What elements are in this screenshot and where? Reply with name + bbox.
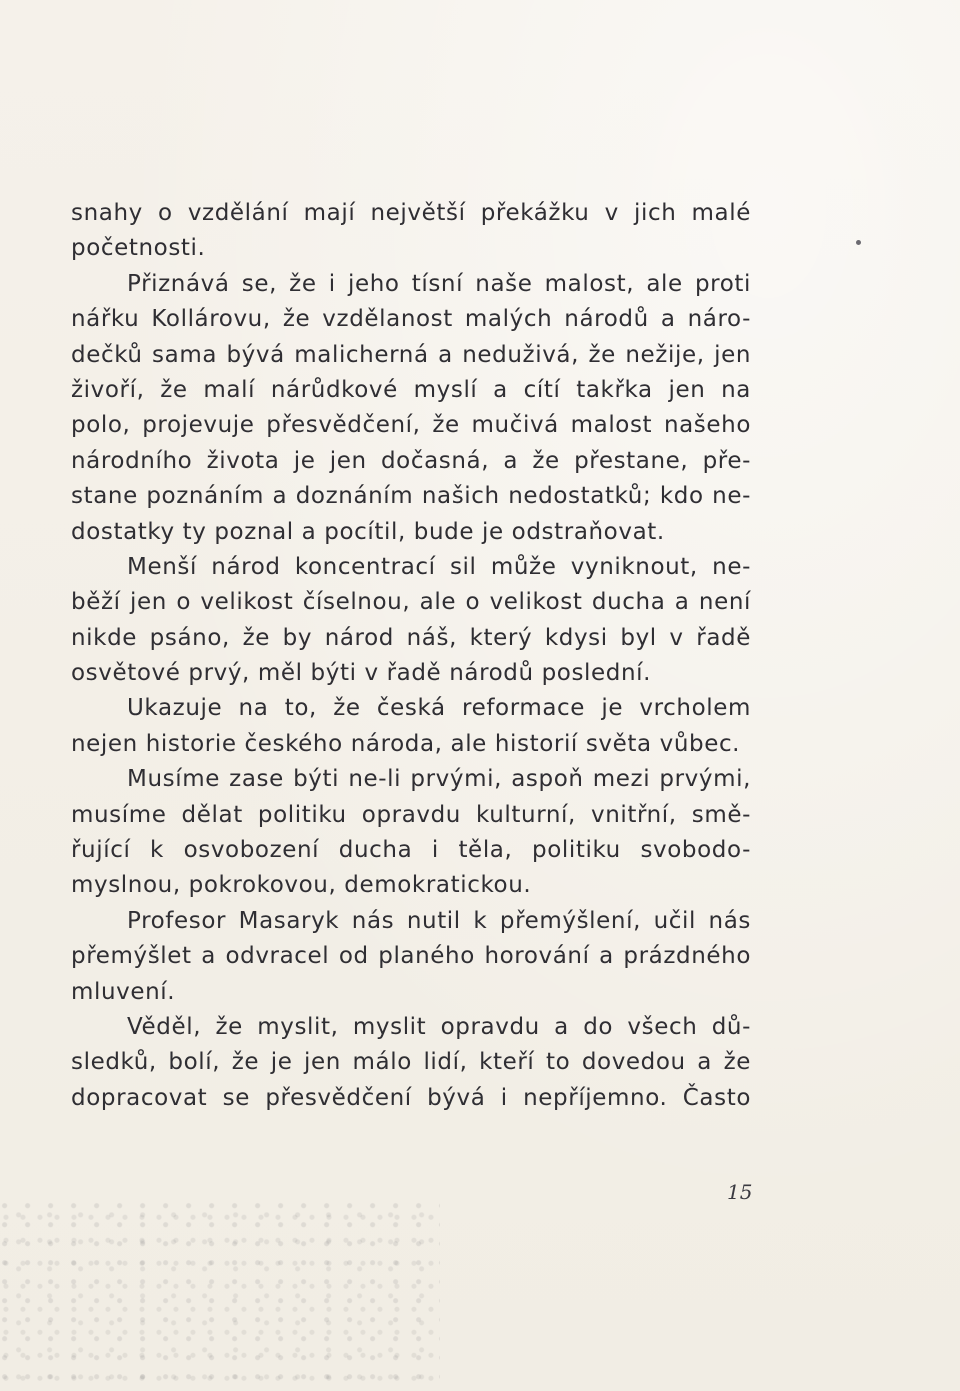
text-line: živoří, že malí nárůdkové myslí a cítí takřka jen na	[71, 376, 751, 403]
text-line: mluvení.	[71, 978, 176, 1005]
text-line: snahy o vzdělání mají největší překážku v jich malé	[71, 200, 751, 226]
text-line: Věděl, že myslit, myslit opravdu a do všech dů-	[127, 1013, 751, 1040]
text-line: nejen historie českého národa, ale historií světa vůbec.	[71, 730, 741, 757]
text-line: Přiznává se, že i jeho tísní naše malost, ale proti	[127, 270, 751, 297]
text-line: Musíme zase býti ne-li prvými, aspoň mezi prvými,	[127, 766, 751, 793]
text-line: osvětové prvý, měl býti v řadě národů poslední.	[71, 660, 652, 687]
text-line: Ukazuje na to, že česká reformace je vrcholem	[127, 695, 751, 722]
text-line: sledků, bolí, že je jen málo lidí, kteří to dovedou a že	[71, 1049, 751, 1076]
text-line: běží jen o velikost číselnou, ale o velikost ducha a není	[71, 589, 751, 616]
text-line: polo, projevuje přesvědčení, že mučivá malost našeho	[71, 412, 751, 439]
text-line: řující k osvobození ducha i těla, politiku svobodo-	[71, 837, 751, 864]
text-line: nikde psáno, že by národ náš, který kdysi byl v řadě	[71, 624, 751, 651]
text-line: přemýšlet a odvracel od planého horování a prázdného	[71, 943, 751, 970]
paper-noise	[0, 1200, 440, 1391]
text-line: dečků sama bývá malicherná a neduživá, že nežije, jen	[71, 341, 751, 368]
text-line: dostatky ty poznal a pocítil, bude je odstraňovat.	[71, 518, 665, 545]
text-line: musíme dělat politiku opravdu kulturní, vnitřní, smě-	[71, 801, 751, 828]
text-line: Profesor Masaryk nás nutil k přemýšlení, učil nás	[127, 907, 751, 934]
text-line: stane poznáním a doznáním našich nedostatků; kdo ne-	[71, 483, 751, 510]
body-text	[71, 196, 751, 1116]
text-line: myslnou, pokrokovou, demokratickou.	[71, 872, 532, 899]
text-line: dopracovat se přesvědčení bývá i nepříjemno. Často	[71, 1084, 751, 1111]
text-line: Menší národ koncentrací sil může vyniknout, ne-	[127, 553, 751, 580]
text-line: národního života je jen dočasná, a že přestane, pře-	[71, 447, 751, 474]
paper-speck	[856, 240, 861, 245]
text-line: nářku Kollárovu, že vzdělanost malých národů a náro-	[71, 306, 751, 333]
page-number: 15	[727, 1180, 753, 1204]
text-line: početnosti.	[71, 235, 206, 262]
